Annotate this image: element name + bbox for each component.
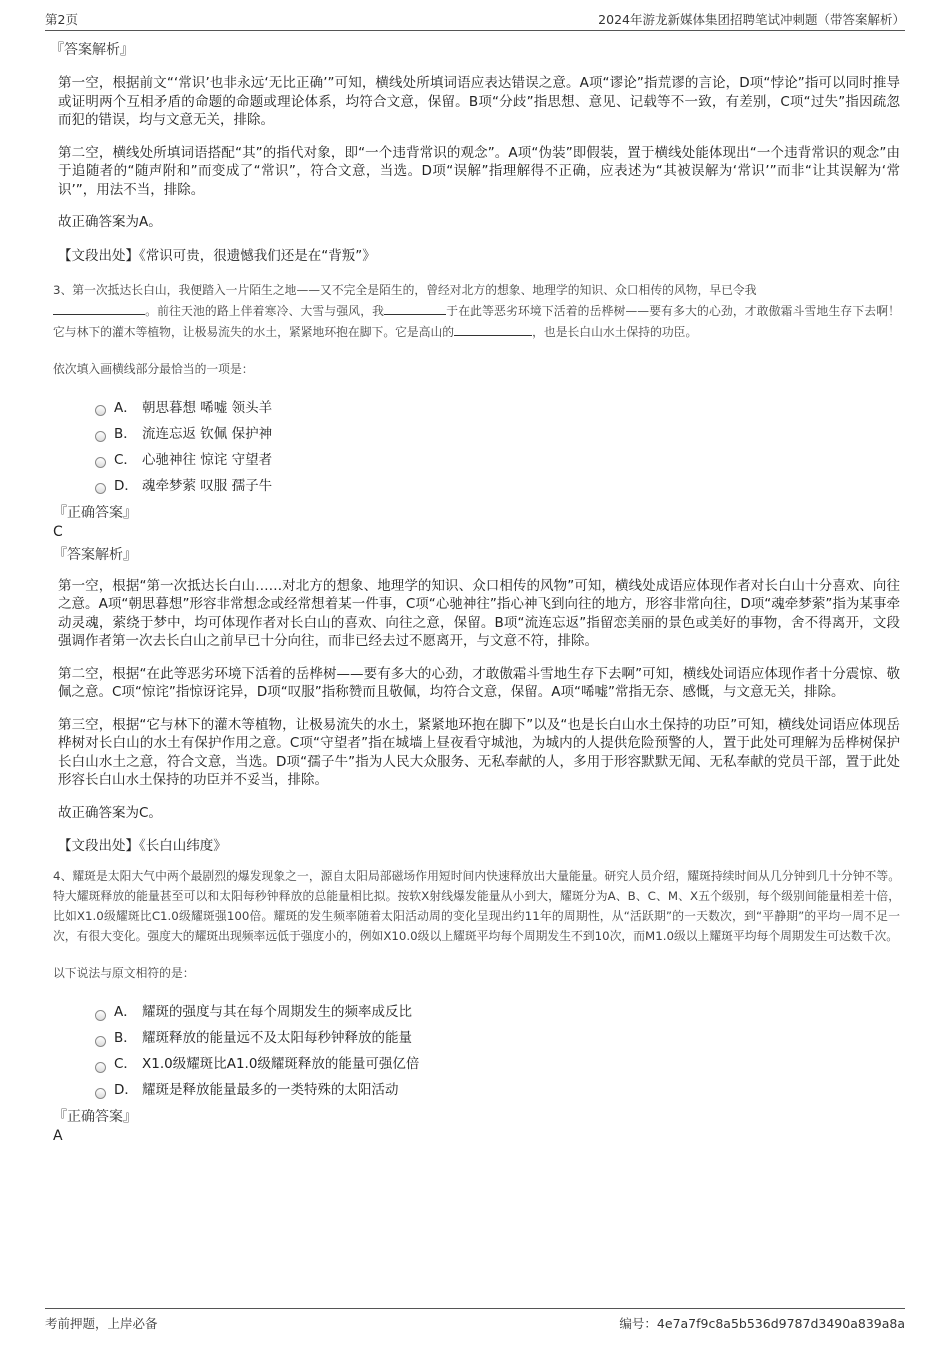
- radio-icon[interactable]: [95, 483, 106, 494]
- q4-option-a[interactable]: A． 耀斑的强度与其在每个周期发生的频率成反比: [95, 999, 900, 1025]
- q4-prompt: 以下说法与原文相符的是：: [53, 966, 195, 980]
- q2-analysis-para-1: 第一空，根据前文“‘常识’也非永远‘无比正确’”可知，横线处所填词语应表达错误之意。A项“谬论”指荒谬的言论，D项“悖论”指可以同时推导或证明两个互相矛盾的命题的命题或理论体系，均符合文意，保留。B项“分歧”指思想、意见、记载等不一致，有差别，C项“过失”指因疏忽而犯的错误，均与文意无关，排除。: [58, 75, 900, 128]
- page-header: [45, 8, 905, 31]
- q3-option-c[interactable]: C． 心驰神往 惊诧 守望者: [95, 447, 900, 473]
- radio-icon[interactable]: [95, 405, 106, 416]
- q3-conclusion: 故正确答案为C。: [58, 804, 162, 821]
- page-number: 第2页: [45, 12, 78, 27]
- q3-source: 【文段出处】《长白山纬度》: [58, 838, 227, 854]
- footer-slogan: 考前押题，上岸必备: [45, 1316, 158, 1331]
- q3-prompt: 依次填入画横线部分最恰当的一项是：: [53, 361, 254, 376]
- radio-icon[interactable]: [95, 431, 106, 442]
- q2-conclusion: 故正确答案为A。: [58, 214, 162, 230]
- q3-option-b[interactable]: B． 流连忘返 钦佩 保护神: [95, 421, 900, 447]
- q3-stem: [53, 280, 900, 342]
- radio-icon[interactable]: [95, 457, 106, 468]
- page-footer: [45, 1308, 905, 1337]
- q4-option-b[interactable]: B． 耀斑释放的能量远不及太阳每秒钟释放的能量: [95, 1025, 900, 1051]
- q4-option-c[interactable]: C． X1.0级耀斑比A1.0级耀斑释放的能量可强亿倍: [95, 1051, 900, 1077]
- q4-options: [95, 999, 900, 1103]
- q3-stem-part-1: 3、第一次抵达长白山，我便踏入一片陌生之地——又不完全是陌生的，曾经对北方的想象、地理学的知识、众口相传的风物，早已令我: [53, 282, 757, 297]
- radio-icon[interactable]: [95, 1088, 106, 1099]
- q4-answer-label: 『正确答案』: [53, 1109, 137, 1125]
- page-content: [50, 40, 900, 1149]
- document-id: 编号：4e7a7f9c8a5b536d9787d3490a839a8a: [619, 1316, 905, 1331]
- q3-analysis-para-2: 第二空，根据“在此等恶劣环境下活着的岳桦树——要有多大的心劲，才敢傲霜斗雪地生存下去啊”可知，横线处词语应体现作者十分震惊、敬佩之意。C项“惊诧”指惊讶诧异，D项“叹服”指称赞而且敬佩，均符合文意，保留。A项“唏嘘”常指无奈、感慨，与文意无关，排除。: [58, 665, 900, 700]
- q3-stem-part-4: ，也是长白山水土保持的功臣。: [532, 324, 698, 339]
- radio-icon[interactable]: [95, 1036, 106, 1047]
- document-title: 2024年游龙新媒体集团招聘笔试冲刺题（带答案解析）: [598, 12, 905, 27]
- q4-stem: 4、耀斑是太阳大气中两个最剧烈的爆发现象之一，源自太阳局部磁场作用短时间内快速释放出大量能量。研究人员介绍，耀斑持续时间从几分钟到几十分钟不等。特大耀斑释放的能量甚至可以和太阳每秒钟释放的总能量相比拟。按软X射线爆发能量从小到大，耀斑分为A、B、C、M、X五个级别，每个级别间能量相差十倍，比如X1.0级耀斑比C1.0级耀斑强100倍。耀斑的发生频率随着太阳活动周的变化呈现出约11年的周期性，从“活跃期”的一天数次，到“平静期”的平均一周不足一次，有很大变化。强度大的耀斑出现频率远低于强度小的，例如X10.0级以上耀斑平均每个周期发生不到10次，而M1.0级以上耀斑平均每个周期发生可达数千次。: [53, 869, 900, 943]
- q3-blank-2: [384, 300, 446, 315]
- q4-answer: A: [53, 1128, 63, 1144]
- q2-analysis-label: 『答案解析』: [50, 42, 134, 58]
- q3-option-a[interactable]: A． 朝思暮想 唏嘘 领头羊: [95, 395, 900, 421]
- q3-stem-part-2: 。前往天池的路上伴着寒冷、大雪与强风，我: [145, 303, 385, 318]
- q3-blank-3: [454, 321, 532, 336]
- q3-answer: C: [53, 523, 63, 540]
- q3-stem-part-3: 于在此等恶劣环境下活着的岳桦树——要有多大的心劲，才敢傲霜斗雪地生存下去啊！它与林下的灌木等植物，让极易流失的水土，紧紧地环抱在脚下。它是高山的: [53, 303, 900, 339]
- q3-analysis-para-1: 第一空，根据“第一次抵达长白山……对北方的想象、地理学的知识、众口相传的风物”可知，横线处成语应体现作者对长白山十分喜欢、向往之意。A项“朝思暮想”形容非常想念或经常想着某一件事，C项“心驰神往”指心神飞到向往的地方，形容非常向往，D项“魂牵梦萦”指为某事牵动灵魂，萦绕于梦中，均可体现作者对长白山的喜欢、向往之意，保留。B项“流连忘返”指留恋美丽的景色或美好的事物，舍不得离开，文段强调作者第一次去长白山之前早已十分向往，而非已经去过不愿离开，与文意不符，排除。: [58, 577, 900, 649]
- q2-source: 【文段出处】《常识可贵，很遗憾我们还是在“背叛”》: [58, 247, 376, 264]
- q3-options: [95, 395, 900, 499]
- radio-icon[interactable]: [95, 1062, 106, 1073]
- q3-analysis-label: 『答案解析』: [53, 546, 137, 563]
- q3-option-d[interactable]: D． 魂牵梦萦 叹服 孺子牛: [95, 473, 900, 499]
- q2-analysis-para-2: 第二空，横线处所填词语搭配“其”的指代对象，即“一个违背常识的观念”。A项“伪装”即假装，置于横线处能体现出“一个违背常识的观念”由于追随者的“随声附和”而变成了“常识”，符合文意，当选。D项“误解”指理解得不正确，应表述为“其被误解为‘常识’”而非“让其误解为‘常识’”，用法不当，排除。: [58, 144, 900, 198]
- q4-option-d[interactable]: D． 耀斑是释放能量最多的一类特殊的太阳活动: [95, 1077, 900, 1103]
- q3-analysis-para-3: 第三空，根据“它与林下的灌木等植物，让极易流失的水土，紧紧地环抱在脚下”以及“也是长白山水土保持的功臣”可知，横线处词语应体现岳桦树对长白山的水土有保护作用之意。C项“守望者”指在城墙上昼夜看守城池，为城内的人提供危险预警的人，置于此处可理解为岳桦树保护长白山水土之意，符合文意，当选。D项“孺子牛”指为人民大众服务、无私奉献的人，多用于形容默默无闻、无私奉献的党员干部，置于此处形容长白山水土保持的功臣并不妥当，排除。: [58, 716, 900, 788]
- q3-answer-label: 『正确答案』: [53, 504, 137, 521]
- radio-icon[interactable]: [95, 1010, 106, 1021]
- q3-blank-1: [53, 300, 145, 315]
